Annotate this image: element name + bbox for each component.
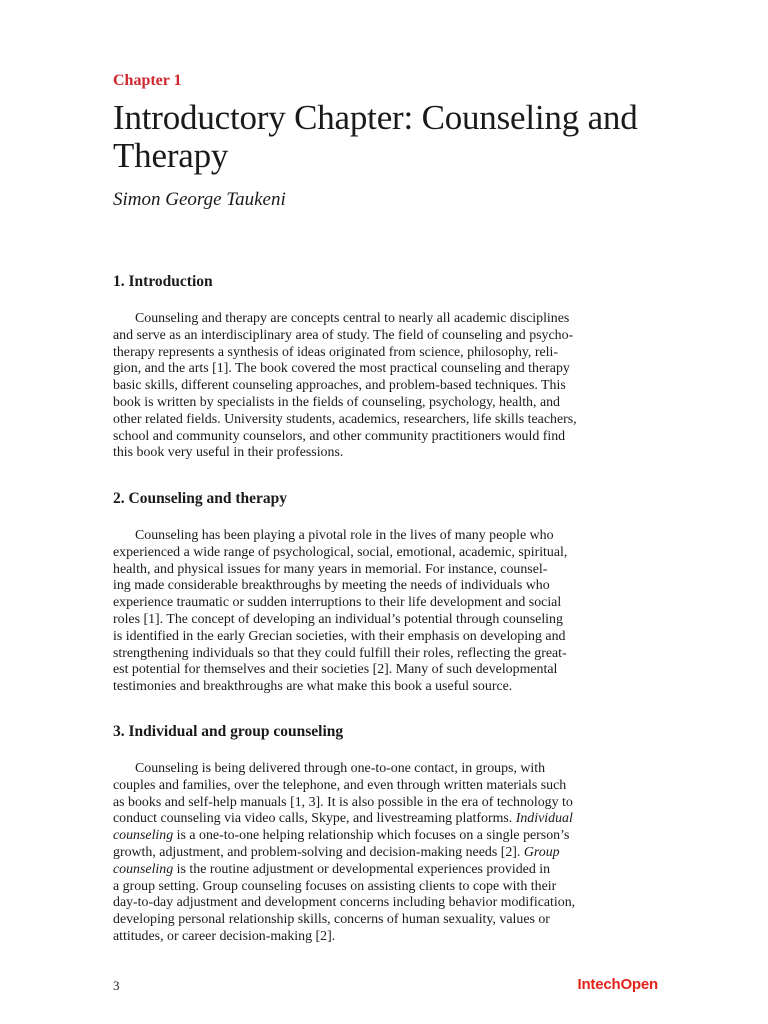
- section-body: [113, 761, 658, 946]
- body-text: is the routine adjustment or developmental experiences provided in: [173, 861, 551, 877]
- section-heading: 3. Individual and group counseling: [113, 723, 344, 740]
- section-introduction: [113, 272, 658, 462]
- body-line: testimonies and breakthroughs are what make this book a useful source.: [113, 679, 513, 695]
- body-text: is a one-to-one helping relationship which focuses on a single person’s: [173, 828, 570, 844]
- body-line: Counseling is being delivered through one-to-one contact, in groups, with: [135, 761, 546, 776]
- body-line: school and community counselors, and other community practitioners would find: [113, 428, 566, 444]
- body-line: health, and physical issues for many years in memorial. For instance, counsel-: [113, 561, 548, 577]
- body-line: est potential for themselves and their societies [2]. Many of such developmental: [113, 662, 558, 678]
- body-line: therapy represents a synthesis of ideas originated from science, philosophy, reli-: [113, 344, 559, 360]
- body-line: is identified in the early Grecian societies, with their emphasis on developing and: [113, 628, 566, 644]
- emphasis-term: Individual: [515, 811, 573, 827]
- body-line: other related fields. University students, academics, researchers, life skills teachers,: [113, 411, 577, 427]
- author-name: Simon George Taukeni: [113, 189, 286, 210]
- section-heading: 2. Counseling and therapy: [113, 490, 287, 507]
- chapter-label: Chapter 1: [113, 72, 182, 89]
- body-text: growth, adjustment, and problem-solving and decision-making needs [2].: [113, 844, 524, 860]
- chapter-title: Introductory Chapter: Counseling and Therapy: [113, 98, 638, 175]
- page-footer: [113, 976, 658, 996]
- section-body: [113, 528, 658, 696]
- emphasis-term: Group: [523, 844, 560, 860]
- body-line: strengthening individuals so that they could fulfill their roles, reflecting the great-: [113, 645, 567, 661]
- body-line: experienced a wide range of psychological, social, emotional, academic, spiritual,: [113, 544, 568, 560]
- body-line: gion, and the arts [1]. The book covered the most practical counseling and therapy: [113, 361, 570, 377]
- body-line: couples and families, over the telephone, and even through written materials such: [113, 777, 567, 793]
- body-line: [113, 811, 658, 828]
- section-individual-and-group-counseling: [113, 722, 658, 946]
- body-line: attitudes, or career decision-making [2].: [113, 928, 336, 944]
- body-line: Counseling has been playing a pivotal role in the lives of many people who: [135, 528, 554, 543]
- body-line: experience traumatic or sudden interruptions to their life development and social: [113, 595, 562, 611]
- body-text: conduct counseling via video calls, Skype, and livestreaming platforms.: [113, 811, 516, 827]
- emphasis-term: counseling: [113, 828, 174, 844]
- body-line: roles [1]. The concept of developing an individual’s potential through counseling: [113, 611, 563, 627]
- body-line: as books and self-help manuals [1, 3]. It is also possible in the era of technology to: [113, 794, 573, 810]
- section-heading: 1. Introduction: [113, 273, 213, 290]
- body-line: and serve as an interdisciplinary area of study. The field of counseling and psycho-: [113, 327, 574, 343]
- body-line: basic skills, different counseling approaches, and problem-based techniques. This: [113, 378, 566, 394]
- body-line: book is written by specialists in the fields of counseling, psychology, health, and: [113, 394, 560, 410]
- body-line: ing made considerable breakthroughs by meeting the needs of individuals who: [113, 578, 550, 594]
- body-line: [113, 828, 658, 845]
- body-line: Counseling and therapy are concepts central to nearly all academic disciplines: [135, 311, 570, 326]
- section-counseling-and-therapy: [113, 489, 658, 696]
- body-line: developing personal relationship skills, concerns of human sexuality, values or: [113, 912, 550, 928]
- body-line: [113, 845, 658, 862]
- emphasis-term: counseling: [113, 861, 174, 877]
- body-line: [113, 862, 658, 879]
- body-line: a group setting. Group counseling focuses on assisting clients to cope with their: [113, 878, 557, 894]
- publisher-logo: IntechOpen: [577, 976, 658, 993]
- body-line: this book very useful in their professions.: [113, 445, 344, 461]
- section-body: [113, 311, 658, 462]
- body-line: day-to-day adjustment and development concerns including behavior modification,: [113, 895, 576, 911]
- page-number: 3: [113, 978, 120, 993]
